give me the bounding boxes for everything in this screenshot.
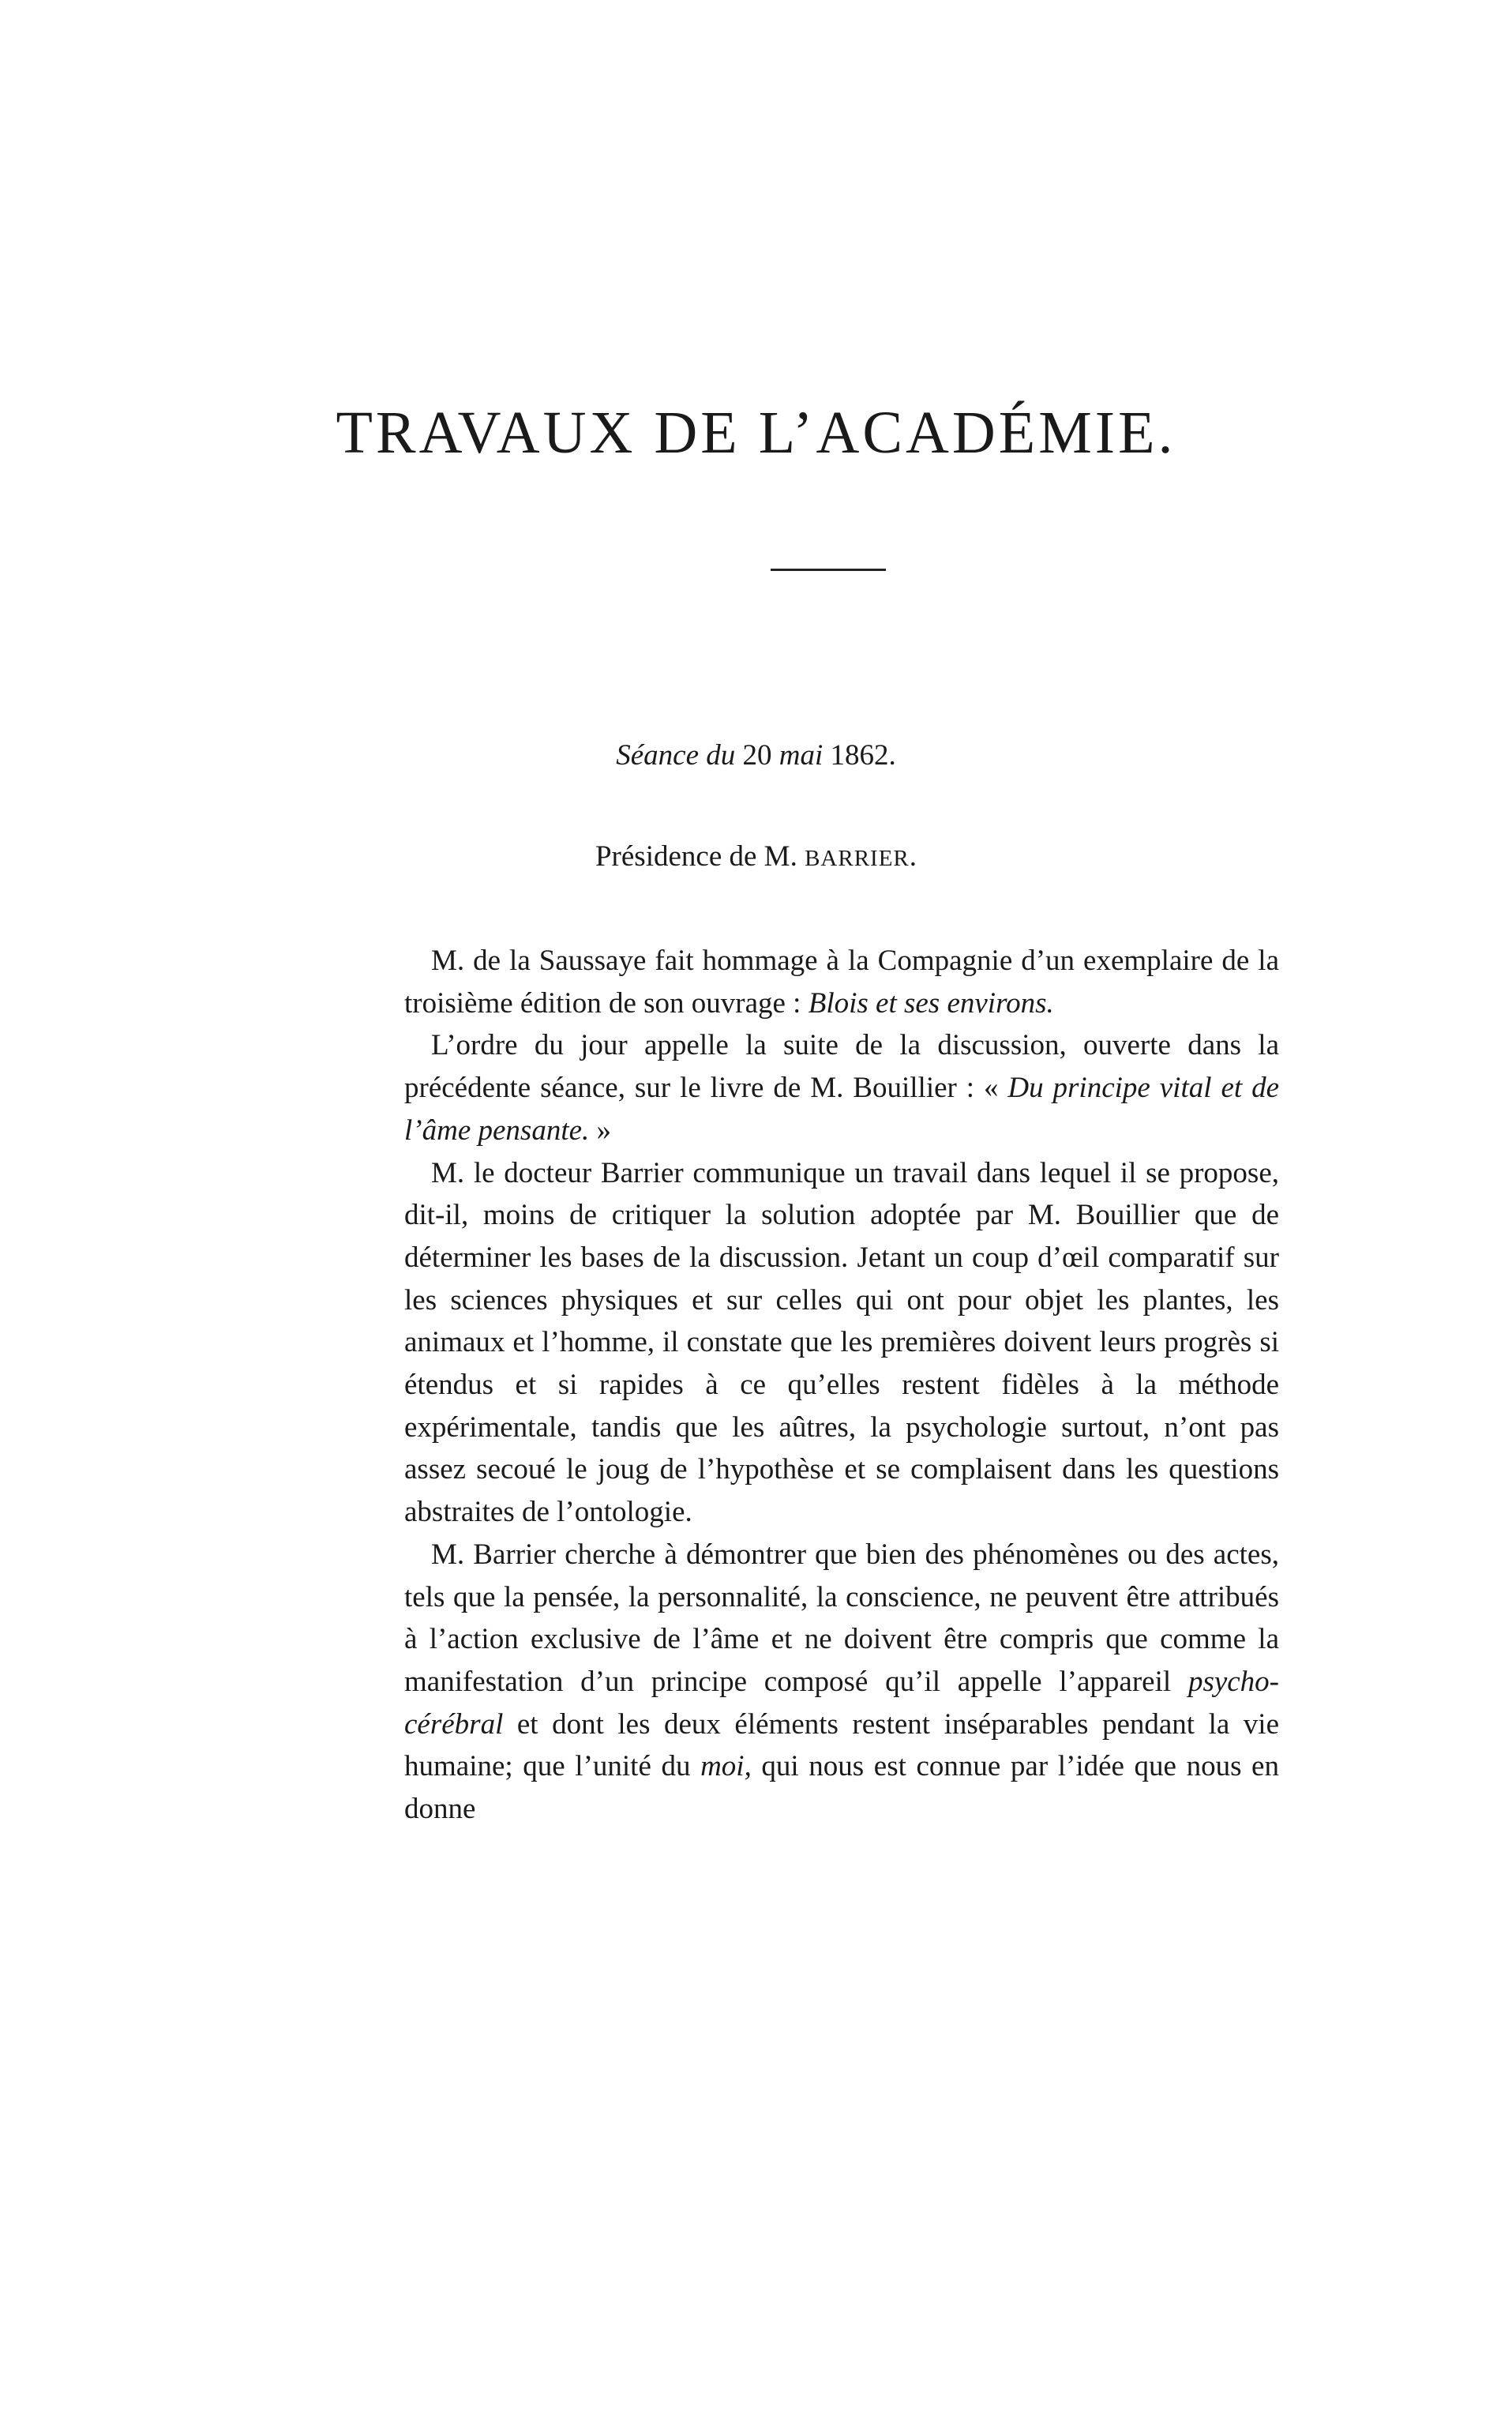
paragraph-ordre-du-jour xyxy=(404,1024,1279,1151)
president-name: BARRIER xyxy=(805,846,910,871)
session-day: 20 xyxy=(742,739,772,772)
paragraph-demontrer-text-a: M. Barrier cherche à démontrer que bien des phénomènes ou des actes, tels que la pensée, la personnalité, la conscience, ne peuvent être attribués à l’action exclusive de l’âme et ne doivent être compris que comme la manifestation d’un principe composé qu’il appelle l’appareil xyxy=(404,1538,1279,1698)
session-label: Séance du xyxy=(616,739,736,772)
presidency-line xyxy=(0,840,1512,873)
session-month: mai xyxy=(779,739,824,772)
book-title-principe-vital: Du principe vital et de l’âme pensante. xyxy=(404,1072,1279,1147)
paragraph-ordre-text: L’ordre du jour appelle la suite de la discussion, ouverte dans la précédente séance, sur le livre de M. Bouillier : « xyxy=(404,1029,1279,1105)
paragraph-barrier-demontrer xyxy=(404,1534,1279,1831)
paragraph-demontrer-text-b: et dont les deux éléments restent inséparables pendant la vie humaine; que l’unité du xyxy=(404,1707,1279,1783)
session-date xyxy=(0,738,1512,772)
presidency-suffix: . xyxy=(909,840,917,873)
paragraph-hommage xyxy=(404,940,1279,1024)
title-divider xyxy=(771,569,886,571)
paragraph-hommage-text: M. de la Saussaye fait hommage à la Compagnie d’un exemplaire de la troisième édition de son ouvrage : xyxy=(404,945,1279,1020)
paragraph-demontrer-text-c: qui nous est connue par l’idée que nous en donne xyxy=(404,1750,1279,1826)
term-moi: moi, xyxy=(700,1750,752,1783)
page-title: TRAVAUX DE L’ACADÉMIE. xyxy=(336,400,1176,466)
closing-guillemet: » xyxy=(596,1114,612,1147)
term-psycho-cerebral: psycho-cérébral xyxy=(404,1665,1280,1741)
session-year: 1862. xyxy=(830,739,896,772)
paragraph-barrier-communique: M. le docteur Barrier communique un travail dans lequel il se propose, dit-il, moins de critiquer la solution adoptée par M. Bouillier que de déterminer les bases de la discussion. Jetant un coup d’œil comparatif sur les sciences physiques et sur celles qui ont pour objet les plantes, les animaux et l’homme, il constate que les premières doivent leurs progrès si étendus et si rapides à ce qu’elles restent fidèles à la méthode expérimentale, tandis que les aûtres, la psychologie surtout, n’ont pas assez secoué le joug de l’hypothèse et se complaisent dans les questions abstraites de l’ontologie. xyxy=(404,1156,1279,1529)
presidency-prefix: Présidence de M. xyxy=(595,840,797,873)
body-text xyxy=(404,940,1279,1831)
book-title-blois: Blois et ses environs. xyxy=(808,986,1054,1020)
